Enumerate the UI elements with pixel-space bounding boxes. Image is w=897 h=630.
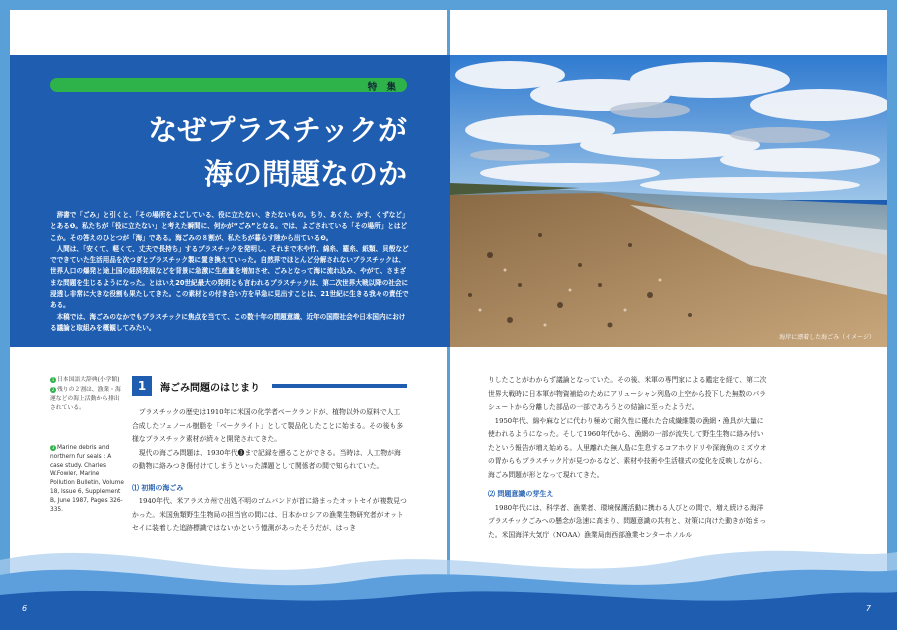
sidenote-1: 1 日本国語大辞典(小学館) (51, 376, 120, 383)
folio-right: 7 (865, 604, 871, 613)
note-marker-icon: 3 (51, 444, 55, 450)
title-line-2: 海の問題なのか (203, 157, 407, 191)
body-paragraph: りしたことがわからず議論となっていた。その後、米軍の専門家による鑑定を経て、第二次世界大戦時に日本軍が物資補給のためにアリューシャン列島の上空から投下した無数のパラシュートから分離した部品の一部であろうとの結論に至ったようだ。 (488, 376, 767, 411)
section-number: 1 (132, 376, 152, 396)
sidenote-3: 3 Marine debris and northern fur seals : A case study. Charles W.Fowler, Marine Pollution Bulletin, Volume 18, Issue 6, Supplement B, June 1987, Pages 326-335. (50, 444, 124, 513)
body-paragraph: 1980年代には、科学者、漁業者、環境保護活動に携わる人びとの間で、増え続ける海洋プラスチックごみへの懸念が急速に高まり、問題意識の共有と、対策に向けた動きが始まった。米国海洋大気庁（NOAA）漁業局南西部漁業センターホノルル (488, 503, 766, 539)
intro-paragraph: 本稿では、海ごみのなかでもプラスチックに焦点を当てて、この数十年の問題意識、近年の国際社会や日本国内における議論と取組みを概観してみたい。 (50, 312, 406, 332)
subhead-2: ⑵ 問題意識の芽生え (488, 490, 554, 498)
photo-caption: 海岸に漂着した海ごみ（イメージ） (779, 334, 875, 341)
folio-left: 6 (22, 604, 28, 613)
title-line-1: なぜプラスチックが (148, 113, 407, 147)
subhead-1: ⑴ 初期の海ごみ (132, 483, 184, 492)
note-marker-icon: 1 (51, 376, 55, 382)
body-paragraph: プラスチックの歴史は1910年に米国の化学者ベークランドが、植物以外の原料で人工合成したフェノール樹脂を「ベークライト」として製品化したことに始まる。その後も多様なプラスチック素材が続々と開発されてきた。 (132, 408, 404, 443)
feature-label: 特 集 (367, 82, 399, 93)
sidenote-2: 2 残りの２割は、漁業・海運などの海上活動から排出されている。 (50, 386, 121, 411)
section-title: 海ごみ問題のはじまり (160, 383, 260, 394)
body-paragraph: 1940年代、米アラスカ州で出処不明のゴムバンドが首に絡まったオットセイが複数見つかった。米国魚類野生生物局の担当官の間には、日本かロシアの漁業生物研究者がオットセイに装着した追跡標識ではないかという憶測があったそうだが、はっき (132, 497, 407, 532)
body-paragraph: 1950年代、綿や麻などに代わり極めて耐久性に優れた合成繊維製の漁網・漁具が大量に使われるようになった。そして1960年代から、漁網の一部が流失して野生生物に絡み付いたという報告が増え始める。人里離れた無人島に生息するコアホウドリや深海魚のミズウオの胃からもプラスチック片が見つかるなど、素材や技術や生活様式の変化を反映しながら、海ごみ問題が形となって現れてきた。 (488, 416, 767, 479)
intro-paragraph: 人間は、「安くて、軽くて、丈夫で長持ち」するプラスチックを発明し、それまで木や竹、綿糸、羅糸、紙類、貝殻などでできていた生活用品を次つぎとプラスチック製に置き換えていった。自然界でほとんど分解されないプラスチックは、世界人口の爆発と途上国の経済発展などを背景に急激に生産量を増加させ、ごみとなって海に流れ込み、やがて、さまざまな問題を生じるようになった。とはいえ20世紀最大の発明とも言われるプラスチックは、第二次世界大戦以降の社会に浸透し非常に大きな役割も果たしてきた。この素材との付き合い方を早急に見出すことは、21世紀に生きる我々の責任である。 (50, 244, 409, 310)
intro-paragraph: 辞書で「ごみ」と引くと、「その場所をよごしている、役に立たない、きたないもの。ちり、あくた、かす、くずなど」とある❶。私たちが「役に立たない」と考えた瞬間に、何かが“ごみ”となる。では、よごされている「その場所」とはどこか。その答えのひとつが「海」である。海ごみの８割が、私たちが暮らす陸から出ている❷。 (50, 211, 409, 242)
note-marker-icon: 2 (51, 386, 55, 392)
body-paragraph: 現代の海ごみ問題は、1930年代❸まで記録を遡ることができる。当時は、人工物が海の動物に絡みつき傷付けてしまうといった課題として関係者の間で知られていた。 (132, 448, 401, 470)
